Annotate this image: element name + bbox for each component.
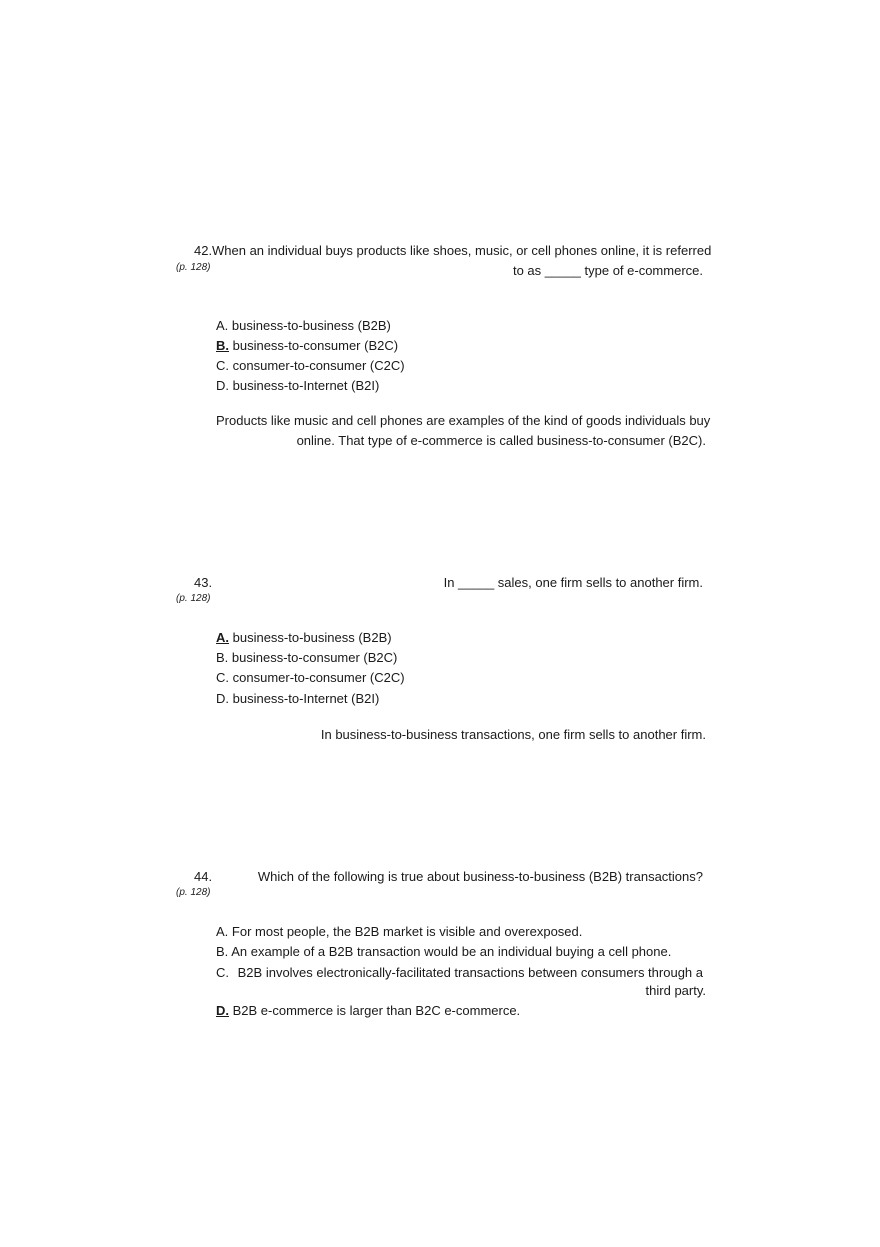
option-letter: A. <box>216 318 229 333</box>
answer-option-correct <box>216 1003 520 1019</box>
question-stem-line1: In _____ sales, one firm sells to another firm. <box>443 575 703 590</box>
option-text: business-to-consumer (B2C) <box>231 650 398 665</box>
answer-option <box>216 358 405 374</box>
page-reference: (p. 128) <box>176 887 211 898</box>
explanation-line2: online. That type of e-commerce is called business-to-consumer (B2C). <box>296 433 706 448</box>
option-letter: C. <box>216 670 229 685</box>
answer-option <box>216 944 671 960</box>
answer-option <box>216 378 379 394</box>
option-text: business-to-Internet (B2I) <box>232 378 380 393</box>
option-letter: B. <box>216 944 229 959</box>
explanation-line1: In business-to-business transactions, one firm sells to another firm. <box>320 727 706 742</box>
answer-option <box>216 650 397 666</box>
question-stem-line1: When an individual buys products like shoes, music, or cell phones online, it is referred <box>212 243 712 258</box>
page-reference: (p. 128) <box>176 593 211 604</box>
question-stem-line1: Which of the following is true about business-to-business (B2B) transactions? <box>257 869 703 884</box>
option-text: consumer-to-consumer (C2C) <box>232 358 405 373</box>
question-number: 43. <box>194 575 213 590</box>
option-text-line2: third party. <box>645 983 706 998</box>
option-letter: B. <box>216 650 229 665</box>
option-text: An example of a B2B transaction would be an individual buying a cell phone. <box>231 944 672 959</box>
question-number: 44. <box>194 869 213 884</box>
question-number: 42. <box>194 243 213 258</box>
answer-option <box>216 924 582 940</box>
option-letter: D. <box>216 378 229 393</box>
option-text: consumer-to-consumer (C2C) <box>232 670 405 685</box>
option-text: For most people, the B2B market is visible and overexposed. <box>231 924 583 939</box>
answer-option-correct <box>216 338 398 354</box>
answer-option <box>216 691 379 707</box>
option-text: business-to-business (B2B) <box>232 630 392 645</box>
option-letter: B. <box>216 338 229 353</box>
option-text: B2B involves electronically-facilitated transactions between consumers through a <box>237 965 703 980</box>
option-text: business-to-business (B2B) <box>231 318 391 333</box>
answer-option-letter-c <box>216 965 229 981</box>
option-text: business-to-Internet (B2I) <box>232 691 380 706</box>
option-letter: A. <box>216 630 229 645</box>
page-reference: (p. 128) <box>176 262 211 273</box>
option-text: B2B e-commerce is larger than B2C e-commerce. <box>232 1003 521 1018</box>
option-letter: C. <box>216 358 229 373</box>
answer-option <box>216 670 405 686</box>
option-text: business-to-consumer (B2C) <box>232 338 399 353</box>
question-stem-line2: to as _____ type of e-commerce. <box>512 263 703 278</box>
option-letter: D. <box>216 691 229 706</box>
option-letter: D. <box>216 1003 229 1018</box>
answer-option <box>216 318 391 334</box>
explanation-line1: Products like music and cell phones are examples of the kind of goods individuals buy <box>216 413 711 428</box>
answer-option-correct <box>216 630 392 646</box>
option-letter: A. <box>216 924 229 939</box>
option-letter: C. <box>216 965 229 980</box>
